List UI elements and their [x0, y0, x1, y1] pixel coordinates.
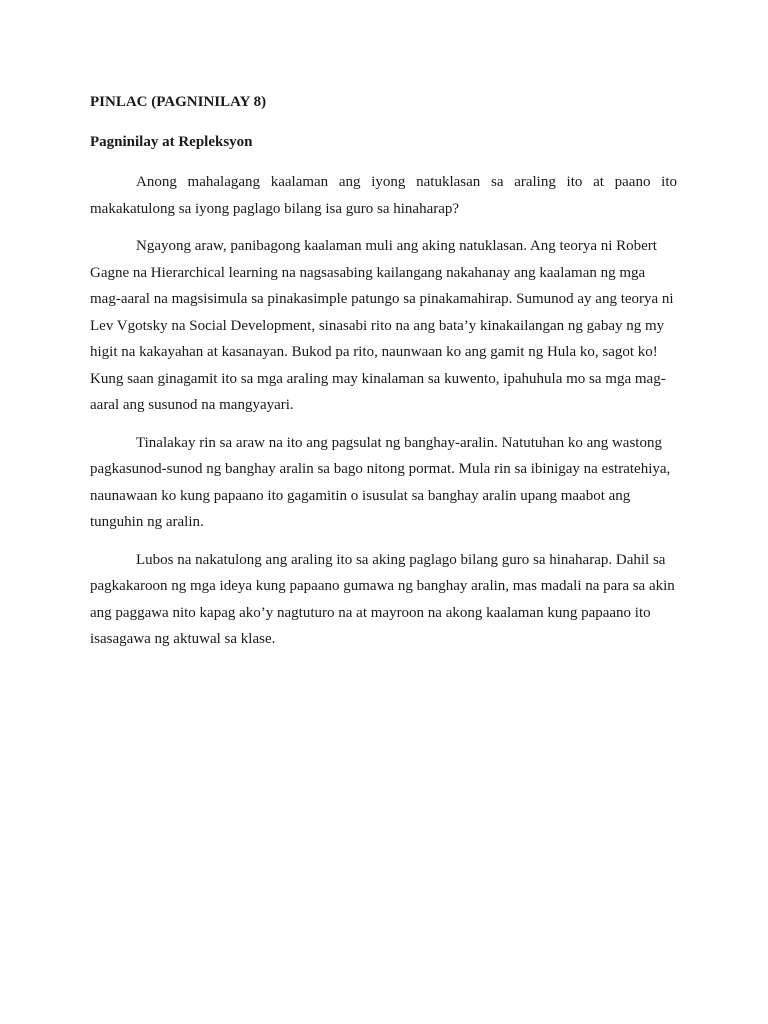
- reflection-paragraph-3: Lubos na nakatulong ang araling ito sa aking paglago bilang guro sa hinaharap. Dahil sa pagkakaroon ng mga ideya kung papaano gumawa ng banghay aralin, mas madali na para sa akin ang paggawa nito kapag ako’y nagtuturo na at mayroon na akong kaalaman kung papaano ito isasagawa ng aktuwal sa klase.: [90, 551, 675, 647]
- document-title: PINLAC (PAGNINILAY 8): [90, 94, 267, 110]
- document-body: [90, 92, 677, 664]
- section-heading: Pagninilay at Repleksyon: [90, 134, 253, 150]
- reflection-paragraph-2: Tinalakay rin sa araw na ito ang pagsulat ng banghay-aralin. Natutuhan ko ang wastong pagkasunod-sunod ng banghay aralin sa bago nitong pormat. Mula rin sa ibinigay na estratehiya, naunawaan ko kung papaano ito gagamitin o isusulat sa banghay aralin upang maabot ang tunguhin ng aralin.: [90, 434, 671, 530]
- question-paragraph: Anong mahalagang kaalaman ang iyong natuklasan sa araling ito at paano ito makakatulong sa iyong paglago bilang isa guro sa hinaharap?: [90, 174, 677, 217]
- reflection-paragraph-1: Ngayong araw, panibagong kaalaman muli ang aking natuklasan. Ang teorya ni Robert Gagne na Hierarchical learning na nagsasabing kailangang nakahanay ang kaalaman ng mga mag-aaral na magsisimula sa pinakasimple patungo sa pinakamahirap. Sumunod ay ang teorya ni Lev Vgotsky na Social Development, sinasabi rito na ang bata’y kinakailangan ng gabay ng my higit na kakayahan at kasanayan. Bukod pa rito, naunwaan ko ang gamit ng Hula ko, sagot ko! Kung saan ginagamit ito sa mga araling may kinalaman sa kuwento, ipahuhula mo sa mga mag-aaral ang susunod na mangyayari.: [90, 238, 674, 413]
